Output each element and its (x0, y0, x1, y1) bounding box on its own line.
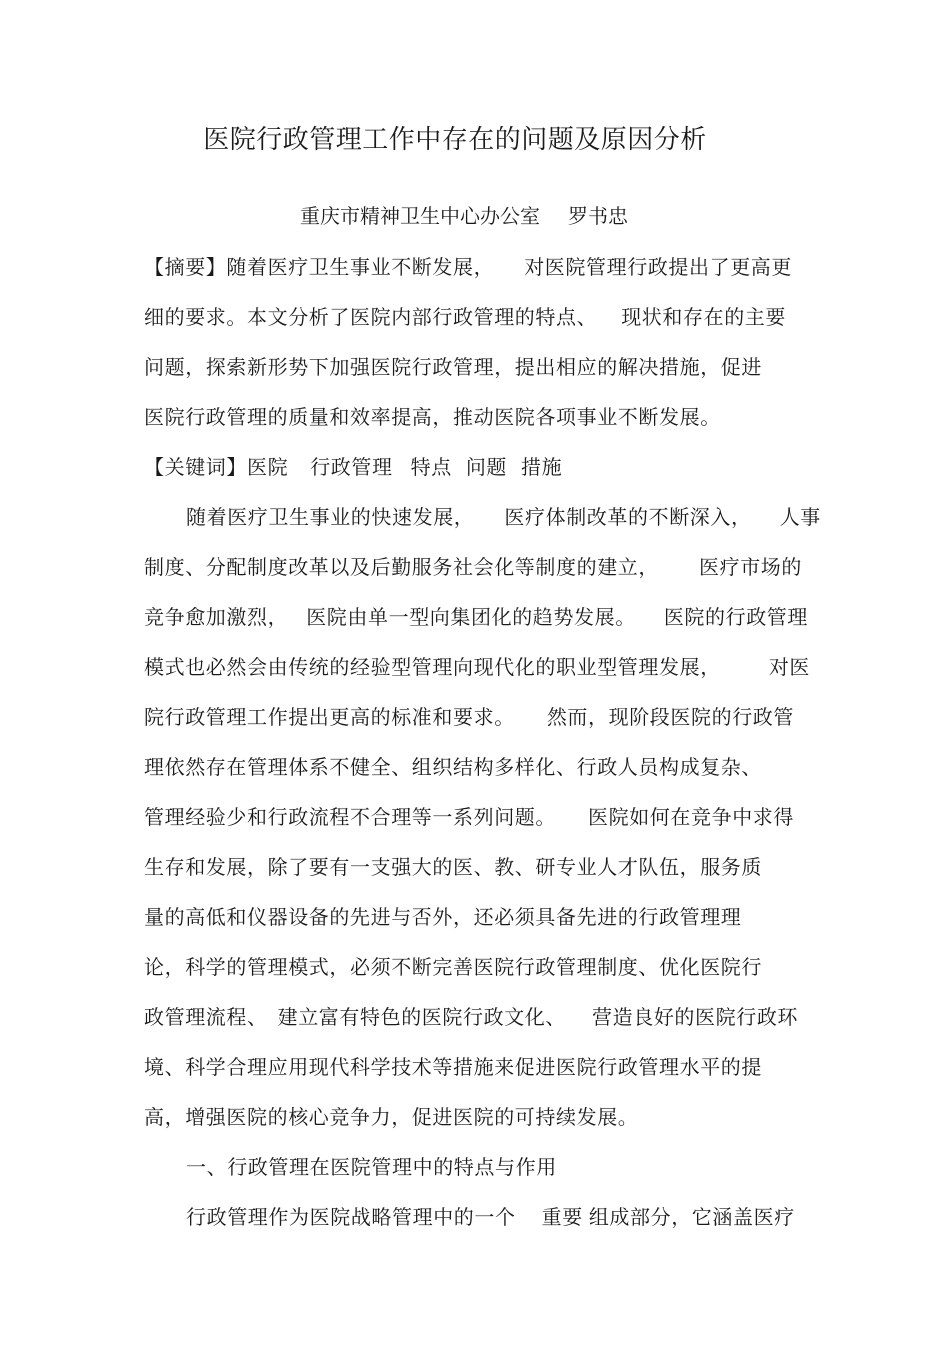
abstract-line (144, 401, 721, 433)
text-segment: 医院的行政管理 (663, 605, 809, 629)
body-line (144, 801, 794, 833)
body-line (144, 651, 810, 683)
text-segment: 院行政管理工作提出更高的标准和要求。 (144, 705, 515, 729)
keyword: 行政管理 (310, 455, 393, 479)
text-segment: 行政管理作为医院战略管理中的一个 (186, 1205, 516, 1229)
text-segment: 人事 (779, 505, 821, 529)
author-organization: 重庆市精神卫生中心办公室 (300, 204, 540, 228)
keyword: 问题 (465, 455, 508, 479)
text-segment: 生存和发展，除了要有一支强大的医、教、研专业人才队伍，服务质 (144, 855, 762, 879)
abstract-line (144, 301, 786, 333)
body-line (144, 601, 808, 633)
text-segment: 制度、分配制度改革以及后勤服务社会化等制度的建立， (144, 555, 659, 579)
author-line (300, 200, 628, 232)
abstract-line (144, 351, 762, 383)
text-segment: 医院如何在竞争中求得 (588, 805, 794, 829)
body-line (144, 851, 762, 883)
text-segment: 模式也必然会由传统的经验型管理向现代化的职业型管理发展， (144, 655, 721, 679)
text-segment: 政管理流程、 (144, 1005, 268, 1029)
text-segment: 【摘要】随着医疗卫生事业不断发展， (144, 255, 495, 279)
keywords-label: 【关键词】医院 (144, 455, 289, 479)
section-heading: 一、行政管理在医院管理中的特点与作用 (186, 1155, 557, 1179)
body-line (144, 1051, 762, 1083)
text-segment: 现状和存在的主要 (621, 305, 787, 329)
text-segment: 论，科学的管理模式，必须不断完善医院行政管理制度、优化医院行 (144, 955, 762, 979)
body-line (144, 751, 762, 783)
keyword: 措施 (521, 455, 563, 479)
keyword: 特点 (410, 455, 452, 479)
body-line (144, 701, 794, 733)
body-line (144, 951, 762, 983)
text-segment: 重要 (541, 1205, 583, 1229)
text-segment: 医疗体制改革的不断深入， (504, 505, 752, 529)
text-segment: 竞争愈加激烈， (144, 605, 289, 629)
body-line (186, 501, 821, 533)
body-line (144, 901, 741, 933)
keywords-line (144, 451, 562, 483)
text-segment: 对医 (768, 655, 811, 679)
text-segment: 医院由单一型向集团化的趋势发展。 (306, 605, 636, 629)
author-name: 罗书忠 (568, 204, 628, 228)
body-line (144, 1101, 638, 1133)
text-segment: 理依然存在管理体系不健全、组织结构多样化、行政人员构成复杂、 (144, 755, 762, 779)
text-segment: 然而，现阶段医院的行政管 (546, 705, 795, 729)
text-segment: 医疗市场的 (699, 555, 802, 579)
document-title: 医院行政管理工作中存在的问题及原因分析 (203, 125, 707, 155)
text-segment: 细的要求。本文分析了医院内部行政管理的特点、 (144, 305, 598, 329)
text-segment: 随着医疗卫生事业的快速发展， (186, 505, 475, 529)
text-segment: 境、科学合理应用现代科学技术等措施来促进医院行政管理水平的提 (144, 1055, 762, 1079)
text-segment: 问题，探索新形势下加强医院行政管理，提出相应的解决措施，促进 (144, 355, 762, 379)
text-segment: 组成部分，它涵盖医疗 (588, 1205, 795, 1229)
section-body-line (186, 1201, 795, 1233)
text-segment: 管理经验少和行政流程不合理等一系列问题。 (144, 805, 556, 829)
body-line (144, 1001, 798, 1033)
abstract-line (144, 251, 792, 283)
text-segment: 营造良好的医院行政环 (592, 1005, 799, 1029)
text-segment: 量的高低和仪器设备的先进与否外，还必须具备先进的行政管理理 (144, 905, 742, 929)
text-segment: 医院行政管理的质量和效率提高，推动医院各项事业不断发展。 (144, 405, 721, 429)
text-segment: 对医院管理行政提出了更高更 (524, 255, 793, 279)
text-segment: 高，增强医院的核心竞争力，促进医院的可持续发展。 (144, 1105, 639, 1129)
text-segment: 建立富有特色的医院行政文化、 (277, 1005, 567, 1029)
body-line (144, 551, 802, 583)
